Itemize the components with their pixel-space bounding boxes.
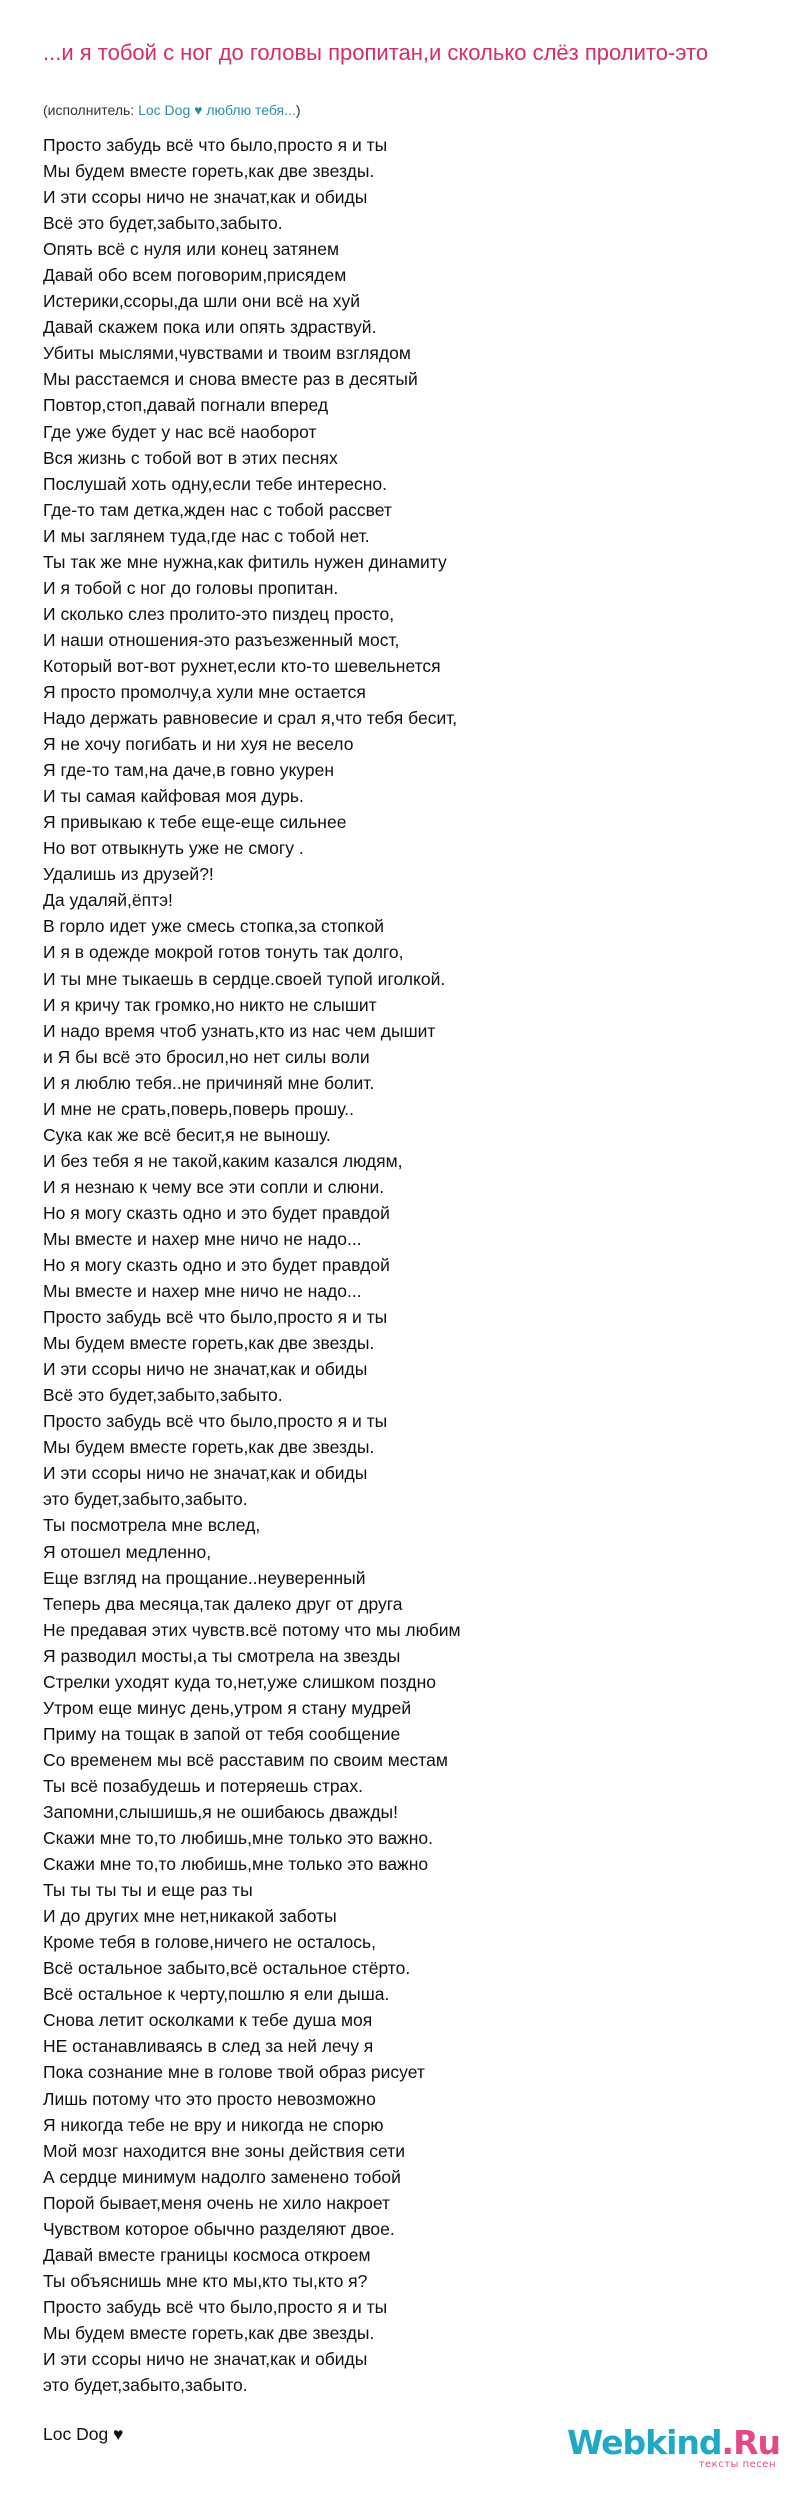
lyric-line: Порой бывает,меня очень не хило накроет (43, 2192, 391, 2213)
lyric-line: Давай вместе границы космоса откроем (43, 2244, 371, 2265)
lyric-line: Да удаляй,ёптэ! (43, 890, 173, 911)
lyric-line: Скажи мне то,то любишь,мне только это важно. (43, 1828, 434, 1849)
lyric-line: Всё это будет,забыто,забыто. (43, 213, 283, 234)
lyric-line: И наши отношения-это разъезженный мост, (43, 629, 400, 650)
lyric-line: Мы будем вместе гореть,как две звезды. (43, 1437, 375, 1458)
lyric-line: Я привыкаю к тебе еще-еще сильнее (43, 812, 347, 833)
performer-line (43, 101, 300, 119)
lyric-line: И эти ссоры ничо не значат,как и обиды (43, 1463, 368, 1484)
lyric-line: Еще взгляд на прощание..неуверенный (43, 1567, 366, 1588)
lyric-line: Не предавая этих чувств.всё потому что мы любим (43, 1619, 461, 1640)
lyric-line: Я разводил мосты,а ты смотрела на звезды (43, 1645, 401, 1666)
lyric-line: И мне не срать,поверь,поверь прошу.. (43, 1098, 355, 1119)
lyric-line: Надо держать равновесие и срал я,что тебя бесит, (43, 708, 458, 729)
lyrics-body (43, 132, 461, 2398)
lyric-line: Ты посмотрела мне вслед, (43, 1515, 261, 1536)
lyric-line: Но вот отвыкнуть уже не смогу . (43, 838, 304, 859)
lyric-line: Приму на тощак в запой от тебя сообщение (43, 1723, 401, 1744)
lyric-line: Где-то там детка,жден нас с тобой рассвет (43, 499, 392, 520)
lyric-line: Скажи мне то,то любишь,мне только это важно (43, 1854, 429, 1875)
lyric-line: И эти ссоры ничо не значат,как и обиды (43, 2348, 368, 2369)
lyric-line: Мы вместе и нахер мне ничо не надо... (43, 1281, 362, 1302)
site-logo-tld: .Ru (721, 2423, 780, 2462)
page-title: ...и я тобой с ног до головы пропитан,и сколько слёз пролито-это (43, 40, 709, 65)
lyric-line: Всё это будет,забыто,забыто. (43, 1385, 283, 1406)
site-logo-wordmark (567, 2425, 780, 2461)
lyric-line: Истерики,ссоры,да шли они всё на хуй (43, 291, 360, 312)
lyric-line: В горло идет уже смесь стопка,за стопкой (43, 916, 385, 937)
lyric-line: И я кричу так громко,но никто не слышит (43, 994, 377, 1015)
lyric-line: Удалишь из друзей?! (43, 864, 214, 885)
lyric-line: Ты так же мне нужна,как фитиль нужен динамиту (43, 551, 447, 572)
lyric-line: И до других мне нет,никакой заботы (43, 1906, 337, 1927)
lyric-line: Повтор,стоп,давай погнали вперед (43, 395, 329, 416)
lyric-line: Который вот-вот рухнет,если кто-то шевельнется (43, 655, 441, 676)
lyric-line: Я никогда тебе не вру и никогда не спорю (43, 2114, 384, 2135)
lyric-line: Просто забудь всё что было,просто я и ты (43, 1411, 388, 1432)
site-logo[interactable] (567, 2425, 780, 2471)
lyric-line: И без тебя я не такой,каким казался людям, (43, 1150, 403, 1171)
lyric-line: Всё остальное к черту,пошлю я ели дыша. (43, 1984, 390, 2005)
lyric-line: И я тобой с ног до головы пропитан. (43, 577, 339, 598)
song-link[interactable]: люблю тебя... (206, 102, 296, 118)
performer-suffix: ) (295, 102, 301, 118)
lyric-line: И сколько слез пролито-это пиздец просто, (43, 603, 395, 624)
lyric-line: это будет,забыто,забыто. (43, 2375, 248, 2396)
lyric-line: Ты объяснишь мне кто мы,кто ты,кто я? (43, 2270, 368, 2291)
lyric-line: Утром еще минус день,утром я стану мудрей (43, 1697, 412, 1718)
lyric-line: И эти ссоры ничо не значат,как и обиды (43, 187, 368, 208)
artist-link[interactable]: Loc Dog ♥ (138, 102, 203, 118)
site-logo-tagline: тексты песен (698, 2459, 776, 2470)
lyric-line: Убиты мыслями,чувствами и твоим взглядом (43, 343, 411, 364)
lyric-line: Я отошел медленно, (43, 1541, 212, 1562)
lyric-line: И ты самая кайфовая моя дурь. (43, 786, 304, 807)
lyric-line: Сука как же всё бесит,я не выношу. (43, 1124, 331, 1145)
lyric-line: Где уже будет у нас всё наоборот (43, 421, 317, 442)
artist-signature: Loc Dog ♥ (43, 2424, 124, 2444)
lyric-line: И я в одежде мокрой готов тонуть так долго, (43, 942, 404, 963)
lyric-line: это будет,забыто,забыто. (43, 1489, 248, 1510)
lyric-line: Со временем мы всё расставим по своим местам (43, 1749, 448, 1770)
lyric-line: Всё остальное забыто,всё остальное стёрто. (43, 1958, 411, 1979)
lyric-line: Но я могу сказть одно и это будет правдой (43, 1255, 390, 1276)
lyric-line: и Я бы всё это бросил,но нет силы воли (43, 1046, 370, 1067)
site-logo-name: Webkind (566, 2423, 722, 2462)
lyric-line: Снова летит осколками к тебе душа моя (43, 2010, 373, 2031)
lyric-line: Давай скажем пока или опять здраствуй. (43, 317, 377, 338)
lyric-line: Просто забудь всё что было,просто я и ты (43, 135, 388, 155)
lyric-line: Я где-то там,на даче,в говно укурен (43, 760, 334, 781)
lyric-line: А сердце минимум надолго заменено тобой (43, 2166, 401, 2187)
lyric-line: Просто забудь всё что было,просто я и ты (43, 1307, 388, 1328)
lyric-line: И я люблю тебя..не причиняй мне болит. (43, 1072, 375, 1093)
performer-prefix: (исполнитель: (43, 102, 135, 118)
lyric-line: Мы расстаемся и снова вместе раз в десятый (43, 369, 418, 390)
lyric-line: Но я могу сказть одно и это будет правдой (43, 1202, 390, 1223)
lyric-line: Мы будем вместе гореть,как две звезды. (43, 161, 375, 182)
lyric-line: Запомни,слышишь,я не ошибаюсь дважды! (43, 1802, 398, 1822)
lyric-line: НЕ останавливаясь в след за ней лечу я (43, 2036, 374, 2057)
lyric-line: Пока сознание мне в голове твой образ рисует (43, 2062, 425, 2083)
lyric-line: И эти ссоры ничо не значат,как и обиды (43, 1359, 368, 1380)
lyric-line: Вся жизнь с тобой вот в этих песнях (43, 447, 338, 468)
lyric-line: Стрелки уходят куда то,нет,уже слишком поздно (43, 1671, 437, 1692)
lyric-line: Просто забудь всё что было,просто я и ты (43, 2296, 388, 2317)
lyric-line: И мы заглянем туда,где нас с тобой нет. (43, 525, 370, 546)
lyric-line: Опять всё с нуля или конец затянем (43, 239, 339, 260)
lyric-line: И надо время чтоб узнать,кто из нас чем дышит (43, 1020, 436, 1041)
lyric-line: Чувством которое обычно разделяют двое. (43, 2218, 395, 2239)
lyric-line: И я незнаю к чему все эти сопли и слюни. (43, 1176, 385, 1197)
lyric-line: Мой мозг находится вне зоны действия сети (43, 2140, 405, 2161)
lyric-line: И ты мне тыкаешь в сердце.своей тупой иголкой. (43, 968, 446, 989)
lyric-line: Я просто промолчу,а хули мне остается (43, 681, 366, 702)
lyric-line: Послушай хоть одну,если тебе интересно. (43, 473, 387, 494)
lyric-line: Давай обо всем поговорим,присядем (43, 265, 347, 286)
lyric-line: Ты ты ты ты и еще раз ты (43, 1880, 253, 1901)
lyric-line: Лишь потому что это просто невозможно (43, 2088, 376, 2109)
lyric-line: Мы вместе и нахер мне ничо не надо... (43, 1228, 362, 1249)
lyric-line: Я не хочу погибать и ни хуя не весело (43, 734, 354, 755)
lyric-line: Ты всё позабудешь и потеряешь страх. (43, 1775, 363, 1796)
lyric-line: Мы будем вместе гореть,как две звезды. (43, 2322, 375, 2343)
lyric-line: Кроме тебя в голове,ничего не осталось, (43, 1932, 377, 1953)
lyric-line: Мы будем вместе гореть,как две звезды. (43, 1333, 375, 1354)
lyric-line: Теперь два месяца,так далеко друг от друга (43, 1593, 403, 1614)
